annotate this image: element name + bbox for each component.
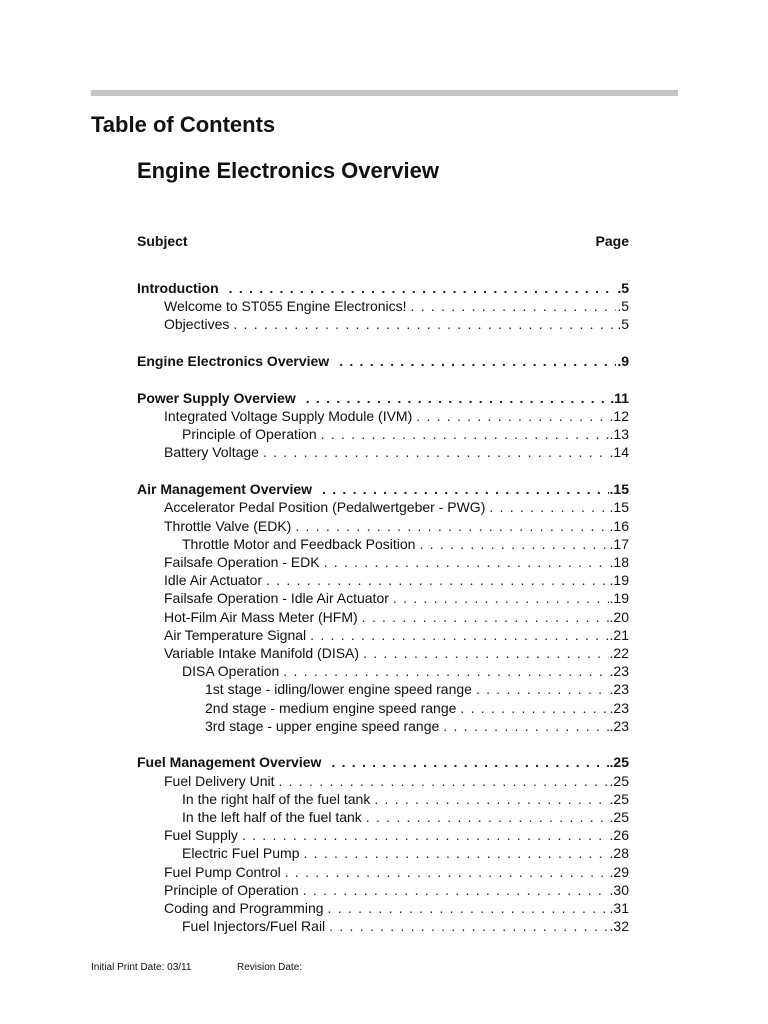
toc-page-number: .30 [609, 881, 629, 898]
toc-page-number: .5 [617, 298, 629, 315]
toc-page-number: .23 [609, 663, 629, 680]
toc-entry-title: 1st stage - idling/lower engine speed range [205, 681, 472, 698]
dot-leader [460, 699, 608, 717]
dot-leader [339, 352, 616, 370]
dot-leader [233, 315, 616, 333]
dot-leader [476, 680, 609, 698]
toc-section-entry [137, 279, 629, 297]
toc-entry-title: 3rd stage - upper engine speed range [205, 717, 440, 734]
toc-entry [164, 863, 629, 881]
toc-entry-title: Fuel Injectors/Fuel Rail [182, 918, 326, 935]
dot-leader [285, 863, 609, 881]
toc-entry [164, 644, 629, 662]
toc-entry [182, 844, 629, 862]
toc-entry-title: Objectives [164, 316, 230, 333]
dot-leader [321, 425, 609, 443]
toc-page-number: .5 [617, 280, 629, 296]
toc-entry [164, 626, 629, 644]
toc-entry-title: Principle of Operation [164, 881, 299, 898]
dot-leader [322, 480, 608, 498]
dot-leader [310, 626, 608, 644]
toc-page-number: .20 [609, 608, 629, 625]
dot-leader [303, 881, 609, 899]
dot-leader [324, 553, 609, 571]
toc-entry [164, 772, 629, 790]
toc-page-number: .23 [609, 699, 629, 716]
toc-entry-title: Battery Voltage [164, 444, 259, 461]
toc-entry-title: Integrated Voltage Supply Module (IVM) [164, 408, 413, 424]
toc-page-number: .31 [609, 900, 629, 916]
toc-entry-title: Introduction [137, 280, 219, 296]
toc-entry-title: Variable Intake Manifold (DISA) [164, 644, 360, 661]
toc-page-number: .15 [609, 481, 629, 498]
toc-entry [164, 553, 629, 571]
toc-page-number: .19 [609, 590, 629, 607]
toc-page-number: .16 [609, 517, 629, 534]
toc-page-number: .26 [609, 827, 629, 844]
revision-date: Revision Date: [237, 962, 303, 973]
dot-leader [283, 662, 608, 680]
dot-leader [374, 790, 608, 808]
toc-entry [205, 680, 629, 698]
toc-entry [205, 717, 629, 735]
dot-leader [416, 407, 608, 425]
toc-page-number: .5 [617, 316, 629, 333]
toc-entry-title: DISA Operation [182, 663, 280, 680]
dot-leader [328, 899, 609, 917]
toc-entry-title: In the right half of the fuel tank [182, 790, 371, 807]
dot-leader [393, 589, 609, 607]
dot-leader [266, 571, 608, 589]
page-column-header: Page [595, 233, 629, 249]
toc-entry [182, 808, 629, 826]
toc-page-number: .23 [609, 681, 629, 698]
dot-leader [295, 517, 608, 535]
toc-section-entry [137, 480, 629, 498]
toc-entry-title: Accelerator Pedal Position (Pedalwertgeber - PWG) [164, 499, 486, 516]
subject-column-header: Subject [137, 233, 188, 249]
toc-entry-title: Air Temperature Signal [164, 626, 307, 643]
dot-leader [329, 917, 608, 935]
toc-entry [164, 571, 629, 589]
dot-leader [419, 535, 608, 553]
toc-entry [164, 498, 629, 516]
toc-page-number: .28 [609, 845, 629, 862]
toc-entry-title: Welcome to ST055 Engine Electronics! [164, 298, 407, 315]
initial-print-date: Initial Print Date: 03/11 [91, 962, 192, 973]
toc-page-number: .32 [609, 918, 629, 935]
dot-leader [411, 297, 617, 315]
toc-entry [164, 899, 629, 917]
toc-page-number: .14 [609, 444, 629, 461]
toc-entry-title: Failsafe Operation - Idle Air Actuator [164, 590, 389, 607]
toc-entry [164, 608, 629, 626]
toc-entry [182, 917, 629, 935]
dot-leader [443, 717, 608, 735]
toc-entry [182, 425, 629, 443]
toc-entry-title: Air Management Overview [137, 481, 313, 498]
toc-page-number: .25 [609, 790, 629, 807]
toc-page-number: .11 [610, 389, 629, 406]
toc-entry [164, 407, 629, 425]
toc-entry-title: Fuel Management Overview [137, 754, 322, 771]
dot-leader [331, 753, 608, 771]
toc-entry [182, 535, 629, 553]
toc-entry-title: Principle of Operation [182, 426, 317, 443]
toc-entry-title: Power Supply Overview [137, 389, 296, 406]
toc-entry-title: Fuel Supply [164, 827, 238, 844]
toc-entry-title: Idle Air Actuator [164, 572, 263, 589]
toc-entry-title: Electric Fuel Pump [182, 845, 300, 862]
toc-entry [164, 315, 629, 333]
dot-leader [363, 644, 608, 662]
toc-page-number: .25 [609, 772, 629, 789]
toc-entry-title: Coding and Programming [164, 900, 324, 916]
toc-page-number: .22 [609, 644, 629, 661]
toc-entry [164, 826, 629, 844]
document-title: Engine Electronics Overview [137, 158, 440, 183]
toc-section-entry [137, 352, 629, 370]
toc-entry-title: 2nd stage - medium engine speed range [205, 699, 457, 716]
toc-entry-title: Fuel Pump Control [164, 863, 281, 880]
toc-entry [164, 443, 629, 461]
dot-leader [362, 608, 609, 626]
toc-page-number: .15 [609, 499, 629, 516]
dot-leader [489, 498, 608, 516]
toc-page-number: .17 [609, 535, 629, 552]
dot-leader [229, 279, 617, 297]
dot-leader [366, 808, 609, 826]
toc-page-number: .12 [609, 408, 629, 424]
dot-leader [242, 826, 609, 844]
toc-entry-title: Fuel Delivery Unit [164, 772, 275, 789]
toc-entry [205, 699, 629, 717]
toc-entry [164, 881, 629, 899]
toc-entry [164, 297, 629, 315]
header-rule [91, 90, 678, 96]
toc-page-number: .19 [609, 572, 629, 589]
toc-page-number: .23 [609, 717, 629, 734]
dot-leader [303, 844, 608, 862]
dot-leader [306, 389, 610, 407]
toc-entry [182, 662, 629, 680]
toc-heading: Table of Contents [91, 112, 276, 137]
toc-page-number: .29 [609, 863, 629, 880]
toc-page-number: .25 [609, 809, 629, 825]
toc-entry [164, 517, 629, 535]
toc-entry-title: Failsafe Operation - EDK [164, 553, 320, 570]
toc-section-entry [137, 389, 629, 407]
toc-entry [182, 790, 629, 808]
toc-entry-title: Throttle Valve (EDK) [164, 517, 292, 534]
toc-page-number: .25 [609, 754, 629, 771]
dot-leader [263, 443, 609, 461]
toc-page-number: .18 [609, 553, 629, 570]
toc-entry-title: Hot-Film Air Mass Meter (HFM) [164, 608, 358, 625]
toc-entry [164, 589, 629, 607]
toc-entry-title: Throttle Motor and Feedback Position [182, 535, 416, 552]
toc-page-number: .21 [609, 626, 629, 643]
toc-section-entry [137, 753, 629, 771]
toc-entry-title: Engine Electronics Overview [137, 353, 330, 370]
toc-page-number: .13 [609, 426, 629, 443]
toc-entry-title: In the left half of the fuel tank [182, 809, 362, 825]
dot-leader [278, 772, 608, 790]
toc-page-number: .9 [617, 353, 629, 370]
